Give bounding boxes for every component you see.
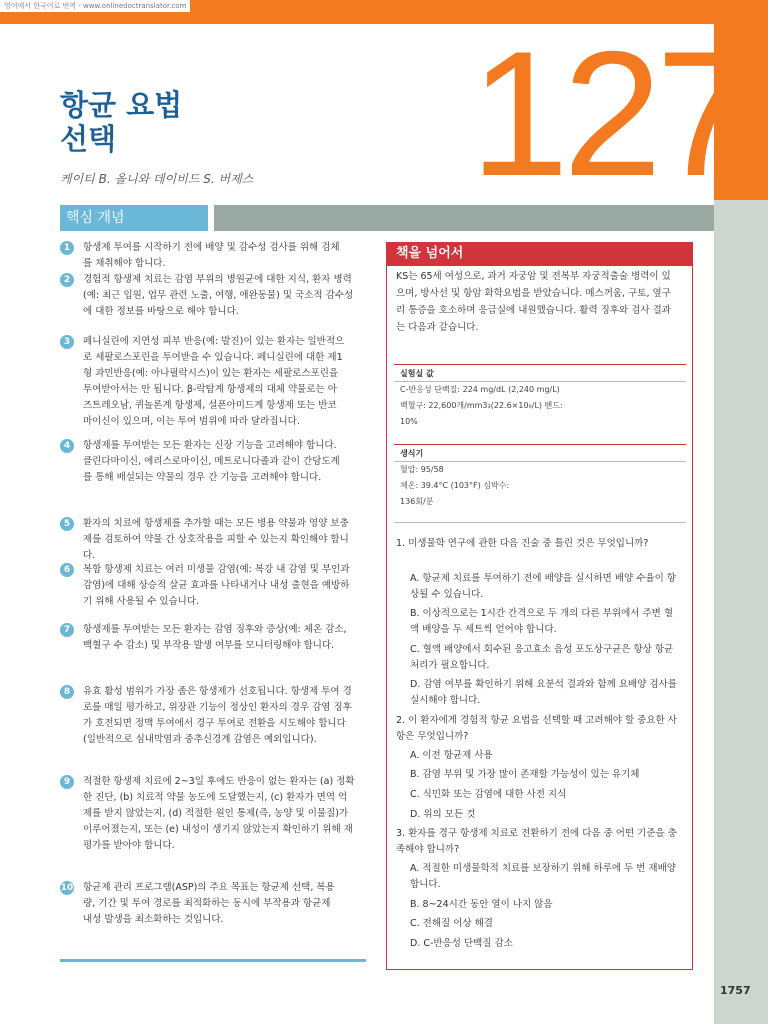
chapter-number: 127 (470, 24, 749, 204)
key-concept-7 (60, 622, 368, 654)
concept-number-badge: 7 (60, 623, 74, 637)
right-gray-strip (714, 200, 768, 1024)
key-concept-8 (60, 684, 368, 748)
key-concept-1 (60, 240, 368, 272)
translator-banner[interactable]: 영어에서 한국어로 번역 - www.onlinedoctranslator.com (0, 0, 190, 12)
concept-number-badge: 4 (60, 439, 74, 453)
concept-number-badge: 1 (60, 241, 74, 255)
concept-number-badge: 6 (60, 563, 74, 577)
lab-row: 10% (400, 417, 418, 426)
key-concept-10 (60, 880, 368, 928)
question-1-option-a: A. 항균제 치료를 투여하기 전에 배양을 실시하면 배양 수율이 향 상될 수 있습니다. (410, 573, 676, 600)
question-3-option-b: B. 8~24시간 동안 열이 나지 않음 (410, 899, 553, 910)
concept-number-badge: 2 (60, 273, 74, 287)
chapter-authors: 케이티 B. 올니와 데이비드 S. 버제스 (60, 172, 254, 186)
concept-text: 경험적 항생제 치료는 감염 부위의 병원균에 대한 지식, 환자 병력 (예: 최근 입원, 업무 관련 노출, 여행, 애완동물) 및 국소적 감수성 에 대한 정보를 바탕으로 해야 합니다. (83, 274, 354, 317)
key-concept-2 (60, 272, 368, 320)
question-3: 3. 환자를 경구 항생제 치료로 전환하기 전에 다음 중 어떤 기준을 충 족해야 합니까? (396, 828, 677, 855)
lab-row: C-반응성 단백질: 224 mg/dL (2,240 mg/L) (400, 385, 560, 394)
concept-number-badge: 3 (60, 335, 74, 349)
question-1-option-b: B. 이상적으로는 1시간 간격으로 두 개의 다른 부위에서 주변 혈 액 배양을 두 세트씩 얻어야 합니다. (410, 608, 674, 635)
vitals-row: 136회/분 (400, 497, 434, 506)
vitals-row: 체온: 39.4°C (103°F) 심박수: (400, 481, 510, 490)
page-number: 1757 (720, 984, 751, 997)
vitals-table (394, 444, 686, 510)
vitals-title: 생식기 (394, 445, 686, 462)
concept-text: 항생제 투여를 시작하기 전에 배양 및 감수성 검사를 위해 검체 를 채취해야 합니다. (83, 242, 340, 269)
concept-text: 복합 항생제 치료는 여러 미생물 감염(예: 복강 내 감염 및 부인과 감염)에 대해 상승적 살균 효과를 나타내거나 내성 출현을 예방하 기 위해 사용될 수 있습니다. (83, 564, 350, 607)
concept-text: 항균제 관리 프로그램(ASP)의 주요 목표는 항균제 선택, 복용 량, 기간 및 투여 경로를 최적화하는 동시에 부작용과 항균제 내성 발생을 최소화하는 것입니다. (83, 882, 335, 925)
question-2: 2. 이 환자에게 경험적 항균 요법을 선택할 때 고려해야 할 중요한 사 항은 무엇입니까? (396, 715, 677, 742)
case-header: 책을 넘어서 (386, 242, 693, 266)
concept-number-badge: 9 (60, 775, 74, 789)
question-3-option-c: C. 전해질 이상 해결 (410, 918, 493, 929)
key-concept-4 (60, 438, 368, 486)
vitals-row: 혈압: 95/58 (400, 465, 444, 474)
key-concept-6 (60, 562, 368, 610)
concept-number-badge: 5 (60, 517, 74, 531)
concept-number-badge: 8 (60, 685, 74, 699)
key-concepts-header: 핵심 개념 (60, 205, 208, 231)
concept-text: 적절한 항생제 치료에 2~3일 후에도 반응이 없는 환자는 (a) 정확 한 진단, (b) 치료적 약물 농도에 도달했는지, (c) 환자가 면역 억 제를 받지 않았는지, (d) 적절한 원인 통제(즉, 농양 및 이물질)가 이루어졌는지, 또는 (e) 내성이 생기지 않았는지 확인하기 위해 재 평가를 받아야 합니다. (83, 776, 355, 851)
question-2-option-d: D. 위의 모든 것 (410, 809, 476, 820)
question-1-option-d: D. 감염 여부를 확인하기 위해 요분석 결과와 함께 요배양 검사를 실시해야 합니다. (410, 679, 677, 706)
concept-text: 항생제를 투여받는 모든 환자는 감염 징후와 증상(예: 체온 감소, 백혈구 수 감소) 및 부작용 발생 여부를 모니터링해야 합니다. (83, 624, 347, 651)
lab-values-table (394, 364, 686, 430)
lab-row: 백혈구: 22,600개/mm3₃(22.6×10₉/L) 밴드: (400, 401, 563, 410)
concept-text: 페니실린에 지연성 피부 반응(예: 발진)이 있는 환자는 일반적으 로 세팔로스포린을 투여받을 수 있습니다. 페니실린에 대한 제1 형 과민반응(예: 아나필락시스)이 있는 환자는 세팔로스포린을 투여받아서는 안 됩니다. β-락탐계 항생제의 대체 약물로는 아 즈트레오남, 퀴놀론계 항생제, 설폰아미드계 항생제 또는 반코 마이신이 있으며, 이는 투여 범위에 따라 달라집니다. (83, 336, 345, 427)
lab-values-title: 실험실 값 (394, 365, 686, 382)
questions-divider (394, 522, 686, 523)
chapter-title: 항균 요법 선택 (60, 88, 183, 156)
key-concept-3 (60, 334, 368, 430)
question-2-option-b: B. 감염 부위 및 가장 많이 존재할 가능성이 있는 유기체 (410, 769, 640, 780)
case-intro: KS는 65세 여성으로, 과거 자궁암 및 전복부 자궁적출술 병력이 있 으며, 방사선 및 항암 화학요법을 받았습니다. 메스꺼움, 구토, 옆구 리 통증을 호소하며 응급실에 내원했습니다. 활력 징후와 검사 결과 는 다음과 같습니다. (396, 271, 671, 333)
question-1: 1. 미생물학 연구에 관한 다음 진술 중 틀린 것은 무엇입니까? (396, 538, 649, 549)
question-3-option-d: D. C-반응성 단백질 감소 (410, 938, 513, 949)
concept-text: 항생제를 투여받는 모든 환자는 신장 기능을 고려해야 합니다. 클린다마이신, 에리스로마이신, 메트로니다졸과 같이 간담도계 를 통해 배설되는 약물의 경우 간 기능을 고려해야 합니다. (83, 440, 340, 483)
key-concepts-bottom-rule (60, 959, 366, 962)
question-2-option-a: A. 이전 항균제 사용 (410, 750, 493, 761)
key-concept-5 (60, 516, 368, 564)
concept-number-badge: 10 (60, 883, 74, 893)
question-3-option-a: A. 적절한 미생물학적 치료를 보장하기 위해 하루에 두 번 재배양 합니다. (410, 863, 676, 890)
question-1-option-c: C. 혈액 배양에서 회수된 응고효소 음성 포도상구균은 항상 항균 처리가 필요합니다. (410, 644, 674, 671)
concept-text: 환자의 치료에 항생제를 추가할 때는 모든 병용 약물과 영양 보충 제를 검토하여 약물 간 상호작용을 피할 수 있는지 확인해야 합니 다. (83, 518, 349, 561)
concept-text: 유효 활성 범위가 가장 좁은 항생제가 선호됩니다. 항생제 투여 경 로를 매일 평가하고, 위장관 기능이 정상인 환자의 경우 감염 징후 가 호전되면 정맥 투여에서 경구 투여로 전환을 시도해야 합니다 (일반적으로 심내막염과 중추신경계 감염은 예외입니다). (83, 686, 352, 745)
key-concept-9 (60, 774, 368, 854)
header-gray-band (214, 205, 714, 231)
question-2-option-c: C. 식민화 또는 감염에 대한 사전 지식 (410, 789, 567, 800)
